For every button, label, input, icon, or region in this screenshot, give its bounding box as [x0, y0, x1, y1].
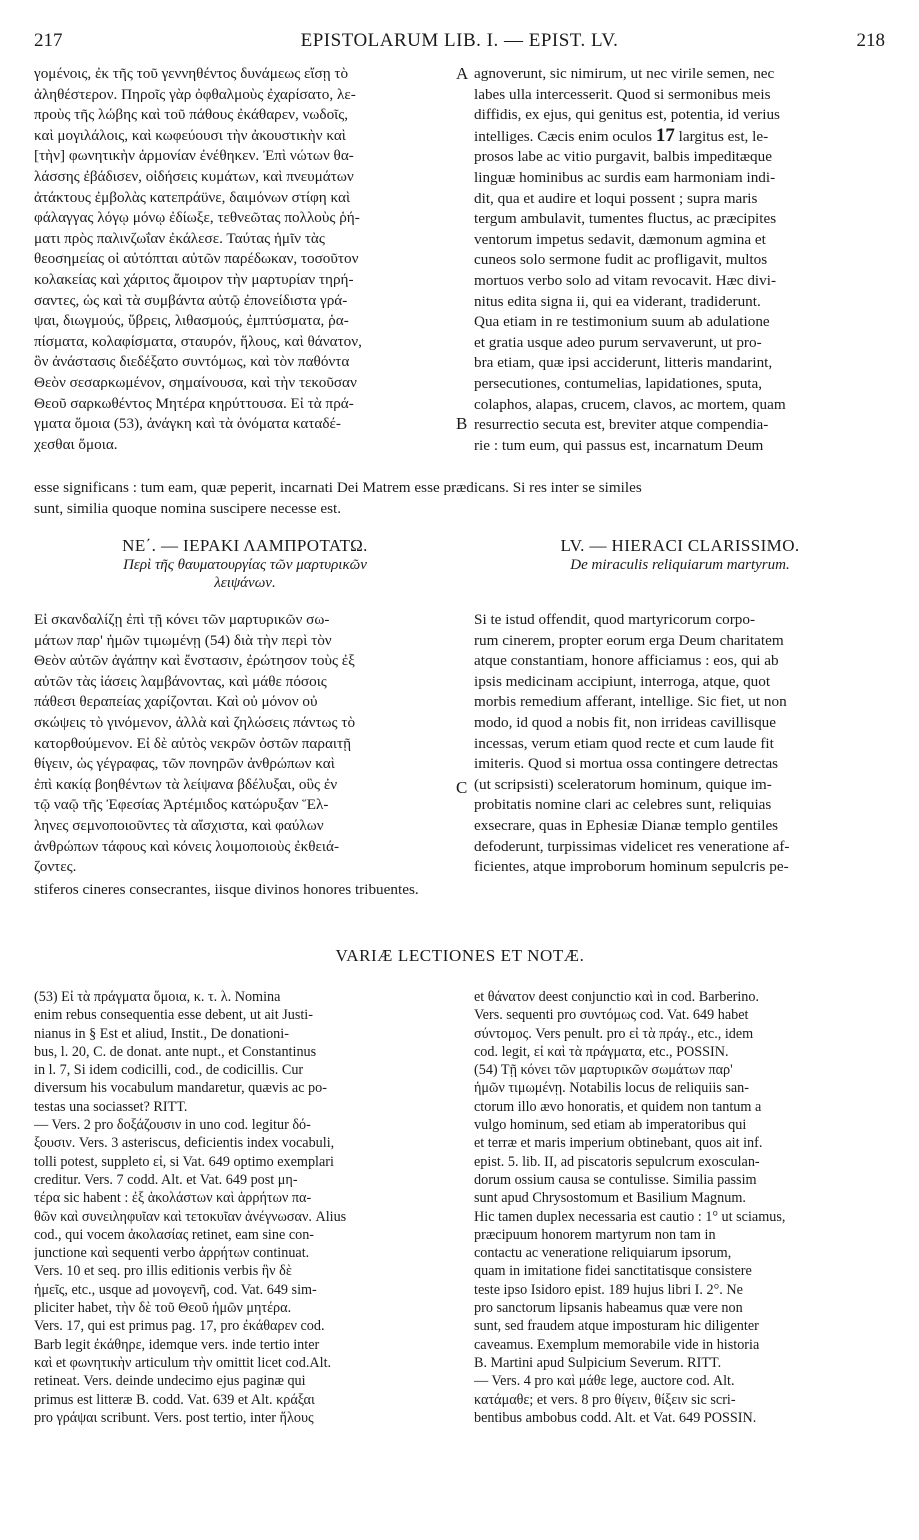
note-line: testas una sociasset? RITT.: [34, 1098, 188, 1115]
note-line: B. Martini apud Sulpicium Severum. RITT.: [474, 1354, 722, 1371]
note-line: et terræ et maris imperium obtinebant, quos ait inf.: [474, 1135, 763, 1152]
note-line: pliciter habet, τὴν δὲ τοῦ Θεοῦ ἡμῶν μητέρα.: [34, 1300, 292, 1317]
greek-line: σαντες, ὡς καὶ τὰ συμβάντα αὐτῷ ἐπονείδιστα γρά-: [34, 291, 348, 309]
note-line: et θάνατον deest conjunctio καὶ in cod. Barberino.: [474, 989, 760, 1005]
greek-line: ἀληθέστερον. Πηροῖς γὰρ ὀφθαλμοὺς ἐχαρίσατο, λε-: [34, 85, 356, 103]
latin-line: colaphos, alapas, crucem, clavos, ac mortem, quam: [474, 395, 786, 413]
note-line: enim rebus consequentia esse debent, ut ait Justi-: [34, 1007, 313, 1024]
note-line: ξουσιν. Vers. 3 asteriscus, deficientis index vocabuli,: [34, 1135, 335, 1152]
note-line: epist. 5. lib. II, ad piscatoris sepulcrum exosculan-: [474, 1153, 760, 1170]
note-line: ctorum illo ævo honoratis, et quidem non tantum a: [474, 1098, 762, 1115]
note-line: cod. legit, εἰ καὶ τὰ πράγματα, etc., POSSIN.: [474, 1043, 729, 1060]
latin-epistle-title: LV. — HIERACI CLARISSIMO.: [560, 536, 800, 555]
latin-line: modo, id quod a nobis fit, non irrideas cavillisque: [474, 713, 777, 731]
latin-line: agnoverunt, sic nimirum, ut nec virile semen, nec: [474, 65, 775, 82]
full-line: stiferos cineres consecrantes, iisque divinos honores tribuentes.: [34, 881, 419, 898]
latin-line: ficientes, atque improborum hominum sepulcris pe-: [474, 858, 789, 876]
greek-text-epistle-55: [34, 610, 456, 878]
note-line: Vers. 17, qui est primus pag. 17, pro ἐκάθαρεν cod.: [34, 1318, 325, 1335]
greek-line: σκώψεις τὸ γινόμενον, ἀλλὰ καὶ ζηλώσεις πάντως τὸ: [34, 713, 356, 731]
latin-line: resurrectio secuta est, breviter atque compendia-: [474, 416, 769, 434]
side-letter-a: A: [456, 64, 469, 83]
greek-line: λάσσης ἐβάδισεν, οἰδήσεις κυμάτων, καὶ πνευμάτων: [34, 167, 354, 185]
note-line: κατάμαθε; et vers. 8 pro θίγειν, θίξειν sic scri-: [474, 1391, 736, 1408]
latin-line: incessas, verum etiam quod recte et cum laude fit: [474, 734, 774, 752]
greek-line: κατορθούμενον. Εἰ δὲ αὐτὸς νεκρῶν ὀστῶν παραιτῇ: [34, 734, 352, 752]
greek-line: θεοσημείας οἱ αὐτόπται αὐτῶν παρέδωκαν, τοσοῦτον: [34, 250, 359, 268]
note-line: contactu ac veneratione reliquiarum ipsorum,: [474, 1245, 732, 1262]
note-line: ἡμεῖς, etc., usque ad μονογενῆ, cod. Vat. 649 sim-: [34, 1281, 317, 1298]
latin-line: dit, qua et audire et loqui possent ; supra maris: [474, 189, 758, 207]
greek-line: πίσματα, κολαφίσματα, σταυρόν, ἥλους, καὶ θάνατον,: [34, 332, 362, 350]
greek-line: πάθεσι θεραπείας χαρίζονται. Καὶ οὐ μόνον οὐ: [34, 693, 318, 711]
greek-line: καὶ μογιλάλοις, καὶ κωφεύουσι τὴν ἀκουστικὴν καὶ: [34, 126, 346, 144]
page-marker-17: 17: [655, 125, 675, 146]
latin-line: labes ulla intercesserit. Quod si sermonibus meis: [474, 85, 771, 103]
latin-line: Qua etiam in re testimonium suum ab adulatione: [474, 313, 770, 331]
page-number-left: 217: [34, 30, 63, 51]
latin-epistle-subtitle: De miraculis reliquiarum martyrum.: [570, 557, 790, 573]
note-line: Hic tamen duplex necessaria est cautio : 1° ut sciamus,: [474, 1208, 786, 1225]
note-line: quam in imitatione fidei sanctitatisque consistere: [474, 1263, 752, 1280]
latin-line: imiteris. Quod si mortua ossa contingere detrectas: [474, 755, 779, 773]
note-line: bus, l. 20, C. de donat. ante nupt., et Constantinus: [34, 1043, 317, 1060]
page-header: [34, 30, 885, 58]
latin-line: ventorum impetus sedavit, dæmonum agmina et: [474, 230, 766, 248]
latin-line: ipsis medicinam accipiunt, interroga, atque, quot: [474, 672, 771, 690]
note-line: creditur. Vers. 7 codd. Alt. et Vat. 649 post μη-: [34, 1171, 298, 1188]
greek-line: θίγειν, ὡς γέγραφας, τῶν πονηρῶν ἀνθρώπων καὶ: [34, 755, 335, 773]
greek-line: γματα ὅμοια (53), ἀνάγκη καὶ τὰ ὀνόματα καταδέ-: [34, 415, 341, 433]
greek-epistle-subtitle: Περὶ τῆς θαυματουργίας τῶν μαρτυρικῶν: [123, 557, 367, 573]
latin-line: cuneos solo sermone fudit ac profligavit, multos: [474, 251, 768, 269]
greek-line: ἀνθρώπων τάφους καὶ κόνεις λοιμοποιοὺς ἐκθειά-: [34, 837, 340, 855]
note-line: pro sanctorum lipsanis habeamus quæ vere non: [474, 1300, 743, 1317]
greek-line: κολακείας καὶ χάριτος ἄμοιρον τὴν μαρτυρίαν τηρή-: [34, 270, 354, 288]
side-letter-c: C: [456, 778, 468, 797]
full-line: esse significans : tum eam, quæ peperit, incarnati Dei Matrem esse prædicans. Si res inter se similes: [34, 479, 642, 496]
latin-line: et gratia usque adeo purum servaverunt, ut pro-: [474, 333, 762, 351]
greek-line: γομένοις, ἐκ τῆς τοῦ γεννηθέντος δυνάμεως εἴσῃ τὸ: [34, 65, 349, 82]
greek-line: ἐπὶ κακίᾳ βοηθέντων τὰ λείψανα βδέλυξαι, οὓς ἐν: [34, 775, 338, 793]
full-width-continuation-2: [34, 880, 886, 901]
latin-line: linguæ hominibus ac surdis eam harmoniam indi-: [474, 168, 776, 186]
greek-line: Θεοῦ σαρκωθέντος Μητέρα κηρύττουσα. Εἰ τὰ πρά-: [34, 394, 354, 412]
latin-line: persecutiones, contumelias, lapidationes, sputa,: [474, 374, 763, 392]
greek-epistle-heading: [34, 536, 456, 592]
note-line: teste ipso Isidoro epist. 189 hujus libri I. 2°. Ne: [474, 1281, 743, 1298]
note-line: tolli potest, suppleto εἰ, si Vat. 649 optimo exemplari: [34, 1153, 334, 1170]
greek-line: ζοντες.: [34, 858, 77, 876]
greek-line: ματι πρὸς παλινζωΐαν ἐκάλεσε. Ταύτας ἡμῖν τὰς: [34, 229, 325, 247]
variae-lectiones-heading: VARIÆ LECTIONES ET NOTÆ.: [335, 946, 585, 965]
greek-line: χεσθαι ὅμοια.: [34, 435, 118, 453]
latin-line: (ut scripsisti) sceleratorum hominum, quique im-: [474, 775, 772, 793]
greek-line: ληνες σεμνοποιοῦντες τὰ αἴσχιστα, καὶ φαύλων: [34, 816, 324, 834]
latin-line: morbis remedium afferant, intellige. Sic fiet, ut non: [474, 693, 787, 711]
note-line: in l. 7, Si idem codicilli, cod., de codicillis. Cur: [34, 1062, 304, 1079]
greek-line: τῷ ναῷ τῆς Ἐφεσίας Ἀρτέμιδος κατώρυξαν Ἕλ-: [34, 796, 329, 814]
note-line: ἡμῶν τιμωμένῃ. Notabilis locus de reliquiis san-: [474, 1080, 749, 1097]
latin-line: diffidis, ex ejus, qui genitus est, potentia, id verius: [474, 106, 780, 124]
running-title: EPISTOLARUM LIB. I. — EPIST. LV.: [300, 30, 619, 51]
latin-line: tergum ambulavit, tumentes fluctus, ac præcipites: [474, 210, 777, 228]
latin-line: Si te istud offendit, quod martyricorum corpo-: [474, 611, 756, 628]
note-line: τέρα sic habent : ἐξ ἀκολάστων καὶ ἀρρήτων πα-: [34, 1190, 312, 1207]
latin-line-with-marker: intelliges. Cæcis enim oculos 17 largitus est, le-: [474, 125, 769, 146]
note-line: — Vers. 2 pro δοξάζουσιν in uno cod. legitur δό-: [34, 1117, 311, 1134]
note-line: Barb legit ἐκάθηρε, idemque vers. inde tertio inter: [34, 1336, 320, 1353]
latin-epistle-heading: [474, 536, 886, 574]
note-line: — Vers. 4 pro καὶ μάθε lege, auctore cod. Alt.: [474, 1373, 735, 1390]
latin-line: nitus edita signa ii, qui ea viderant, tradiderunt.: [474, 292, 761, 310]
note-line: sunt, sed fraudem atque imposturam hic diligenter: [474, 1318, 759, 1335]
note-line: caveamus. Exemplum memorabile vide in historia: [474, 1336, 760, 1353]
note-line: dorum ossium causa se contulisse. Similia passim: [474, 1171, 757, 1188]
note-line: (53) Εἰ τὰ πράγματα ὅμοια, κ. τ. λ. Nomina: [34, 989, 281, 1005]
latin-line: mortuos verbo solo ad vitam revocavit. Hæc divi-: [474, 271, 776, 289]
latin-line: prosos labe ac vitio purgavit, balbis impeditæque: [474, 148, 772, 166]
latin-line: defoderunt, turpissimas videlicet res veneratione af-: [474, 837, 790, 855]
greek-line: ψαι, διωγμούς, ὕβρεις, λιθασμούς, ἐμπτύσματα, ῥα-: [34, 312, 349, 330]
greek-text-upper: [34, 64, 456, 455]
greek-line: ὃν ἀνάστασις διεδέξατο συντόμως, καὶ τὸν παθόντα: [34, 353, 350, 371]
note-line: καὶ et φωνητικὴν articulum τὴν omittit licet cod.Alt.: [34, 1354, 332, 1371]
latin-text-upper: [474, 64, 886, 456]
note-line: Vers. 10 et seq. pro illis editionis verbis ἣν δὲ: [34, 1263, 292, 1280]
full-width-continuation: [34, 478, 886, 519]
greek-line: προὺς τῆς λώβης καὶ τοῦ πάθους ἐκάθαρεν, νωδοῖς,: [34, 106, 349, 124]
note-line: sunt apud Chrysostomum et Basilium Magnum.: [474, 1190, 746, 1207]
note-line: cod., qui vocem ἀκολασίας retinet, eam sine con-: [34, 1226, 315, 1243]
full-line: sunt, similia quoque nomina suscipere necesse est.: [34, 499, 342, 517]
note-line: nianus in § Est et aliud, Instit., De donationi-: [34, 1025, 289, 1042]
note-line: retineat. Vers. deinde undecimo ejus paginæ qui: [34, 1373, 306, 1390]
greek-line: φάλαγγας λόγῳ μόνῳ ἐδίωξε, τεθνεῶτας πολλοὺς ῥή-: [34, 209, 360, 227]
latin-line: bra etiam, quæ ipsi acciderunt, litteris mandarint,: [474, 354, 773, 372]
latin-line: exsecrare, quas in Ephesiæ Dianæ templo gentiles: [474, 816, 779, 834]
notes-left-column: [34, 988, 457, 1427]
greek-line: Θεὸν σεσαρκωμένον, σημαίνουσα, καὶ τὴν τεκοῦσαν: [34, 373, 357, 391]
note-line: (54) Τῇ κόνει τῶν μαρτυρικῶν σωμάτων παρ': [474, 1062, 733, 1079]
latin-line: rum cinerem, propter eorum erga Deum charitatem: [474, 631, 784, 649]
greek-line: αὐτῶν τὰς ἰάσεις λαμβάνοντας, καὶ μάθε πόσοις: [34, 672, 327, 690]
note-line: vulgo hominum, sed etiam ab imperatoribus qui: [474, 1117, 747, 1134]
latin-line: atque constantiam, honore afficiamus : eos, qui ab: [474, 652, 779, 670]
latin-line: rie : tum eum, qui passus est, incarnatum Deum: [474, 436, 764, 454]
note-line: Vers. sequenti pro συντόμως cod. Vat. 649 habet: [474, 1007, 749, 1024]
greek-line: Θεὸν αὐτῶν ἀγάπην καὶ ἔνστασιν, ἐρώτησον τοὺς ἐξ: [34, 652, 355, 670]
notes-right-column: [474, 988, 886, 1427]
greek-line: Εἰ σκανδαλίζῃ ἐπὶ τῇ κόνει τῶν μαρτυρικῶν σω-: [34, 611, 330, 628]
greek-epistle-title: ΝΕ΄. — ΙΕΡΑΚΙ ΛΑΜΠΡΟΤΑΤΩ.: [122, 536, 368, 555]
note-line: bentibus ambobus codd. Alt. et Vat. 649 POSSIN.: [474, 1409, 757, 1426]
greek-epistle-subtitle: λειψάνων.: [214, 575, 276, 591]
note-line: primus est litteræ B. codd. Vat. 639 et Alt. κράξαι: [34, 1391, 315, 1408]
note-line: θῶν καὶ συνειληφυῖαν καὶ τετοκυῖαν ἀνέγνωσαν. Alius: [34, 1208, 347, 1225]
note-line: diversum his vocabulum mandaretur, quævis ac po-: [34, 1080, 327, 1097]
page-number-right: 218: [856, 30, 885, 51]
note-line: præcipuum honorem martyrum non tam in: [474, 1226, 716, 1243]
greek-line: ἀτάκτους ἐμβολὰς κατεπράϋνε, δαιμόνων στίφη καὶ: [34, 188, 351, 206]
latin-text-epistle-55: [474, 610, 886, 878]
note-line: pro γράψαι scribunt. Vers. post tertio, inter ἥλους: [34, 1409, 314, 1426]
greek-line: μάτων παρ' ἡμῶν τιμωμένῃ (54) διὰ τὴν περὶ τὸν: [34, 631, 332, 649]
greek-line: [τὴν] φωνητικὴν ἁρμονίαν ἐνέθηκεν. Ἐπὶ νώτων θα-: [34, 147, 354, 165]
latin-line: probitatis nomine clari ac celebres sunt, reliquias: [474, 796, 772, 814]
side-letter-b: B: [456, 414, 468, 433]
note-line: junctione καὶ sequenti verbo ἀρρήτων continuat.: [34, 1245, 310, 1262]
note-line: σύντομος. Vers penult. pro εἰ τὰ πράγ., etc., idem: [474, 1025, 754, 1042]
